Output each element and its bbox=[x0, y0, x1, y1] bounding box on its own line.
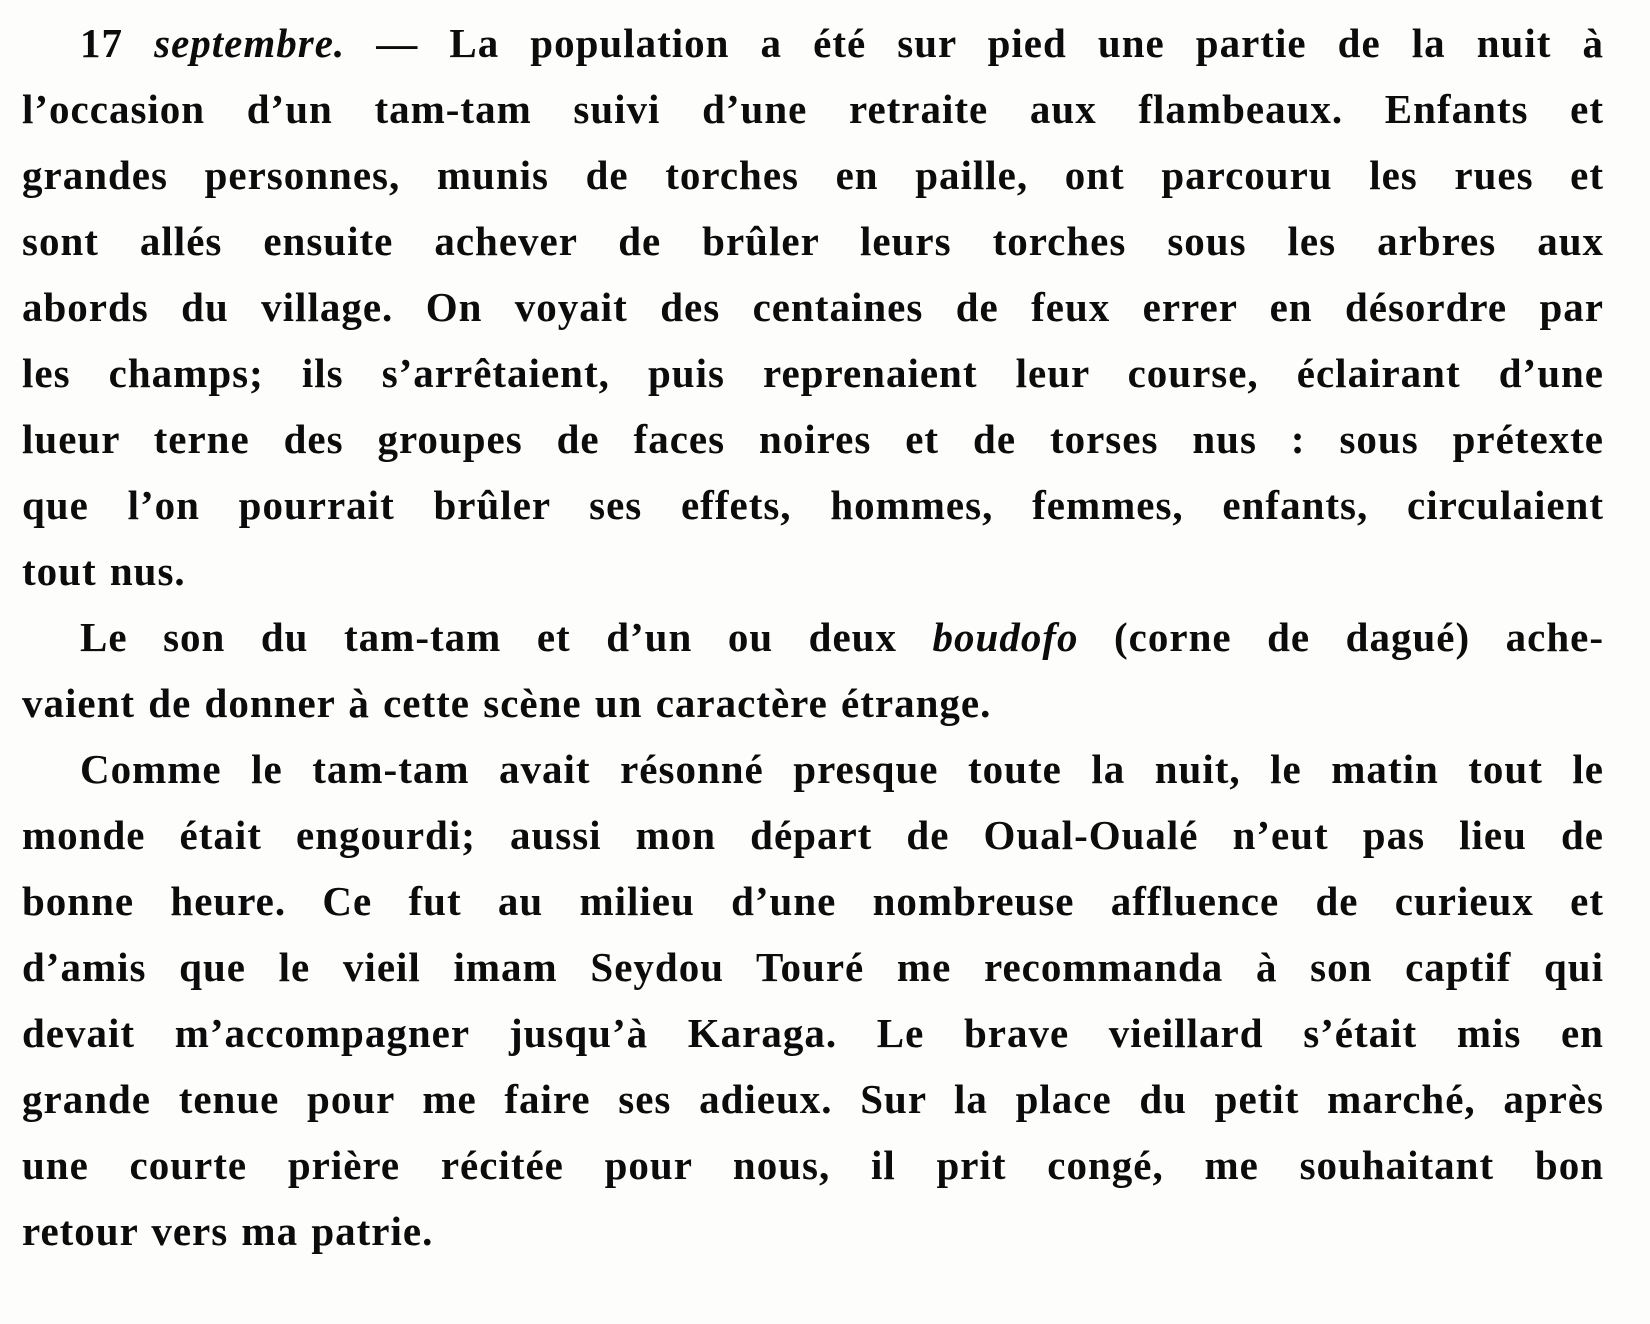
paragraph bbox=[22, 604, 1604, 736]
text-line bbox=[22, 472, 1604, 538]
text-run: tout nus. bbox=[22, 548, 186, 594]
text-line bbox=[22, 1198, 1604, 1264]
text-line bbox=[22, 76, 1604, 142]
text-run: 17 bbox=[80, 20, 155, 66]
text-run: d’amis que le vieil imam Seydou Touré me recommanda à son captif qui bbox=[22, 944, 1604, 990]
text-line bbox=[22, 274, 1604, 340]
text-run: monde était engourdi; aussi mon départ de Oual-Oualé n’eut pas lieu de bbox=[22, 812, 1604, 858]
text-run: Le son du tam-tam et d’un ou deux bbox=[80, 614, 933, 660]
text-line bbox=[22, 208, 1604, 274]
text-run: bonne heure. Ce fut au milieu d’une nombreuse affluence de curieux et bbox=[22, 878, 1604, 924]
text-run: retour vers ma patrie. bbox=[22, 1208, 434, 1254]
text-line bbox=[22, 1066, 1604, 1132]
italic-text-run: septembre. bbox=[154, 20, 346, 66]
text-run: devait m’accompagner jusqu’à Karaga. Le brave vieillard s’était mis en bbox=[22, 1010, 1604, 1056]
text-line bbox=[22, 340, 1604, 406]
text-line bbox=[22, 670, 1604, 736]
text-run: — La population a été sur pied une partie de la nuit à bbox=[345, 20, 1604, 66]
text-run: lueur terne des groupes de faces noires et de torses nus : sous prétexte bbox=[22, 416, 1604, 462]
text-line bbox=[22, 868, 1604, 934]
italic-text-run: boudofo bbox=[932, 614, 1079, 660]
text-line bbox=[22, 1132, 1604, 1198]
text-line bbox=[22, 604, 1604, 670]
paragraph bbox=[22, 736, 1604, 1264]
page-text-block bbox=[22, 10, 1604, 1264]
text-run: que l’on pourrait brûler ses effets, hommes, femmes, enfants, circulaient bbox=[22, 482, 1604, 528]
text-run: grandes personnes, munis de torches en paille, ont parcouru les rues et bbox=[22, 152, 1604, 198]
text-line bbox=[22, 10, 1604, 76]
text-run: l’occasion d’un tam-tam suivi d’une retraite aux flambeaux. Enfants et bbox=[22, 86, 1604, 132]
text-line bbox=[22, 736, 1604, 802]
text-line bbox=[22, 1000, 1604, 1066]
text-line bbox=[22, 538, 1604, 604]
text-run: grande tenue pour me faire ses adieux. Sur la place du petit marché, après bbox=[22, 1076, 1604, 1122]
text-line bbox=[22, 406, 1604, 472]
text-line bbox=[22, 934, 1604, 1000]
text-run: abords du village. On voyait des centaines de feux errer en désordre par bbox=[22, 284, 1604, 330]
paragraph bbox=[22, 10, 1604, 604]
text-run: les champs; ils s’arrêtaient, puis reprenaient leur course, éclairant d’une bbox=[22, 350, 1604, 396]
text-line bbox=[22, 142, 1604, 208]
text-run: sont allés ensuite achever de brûler leurs torches sous les arbres aux bbox=[22, 218, 1604, 264]
text-run: Comme le tam-tam avait résonné presque toute la nuit, le matin tout le bbox=[80, 746, 1604, 792]
text-run: (corne de dagué) ache- bbox=[1078, 614, 1604, 660]
text-run: une courte prière récitée pour nous, il prit congé, me souhaitant bon bbox=[22, 1142, 1604, 1188]
text-run: vaient de donner à cette scène un caractère étrange. bbox=[22, 680, 992, 726]
text-line bbox=[22, 802, 1604, 868]
